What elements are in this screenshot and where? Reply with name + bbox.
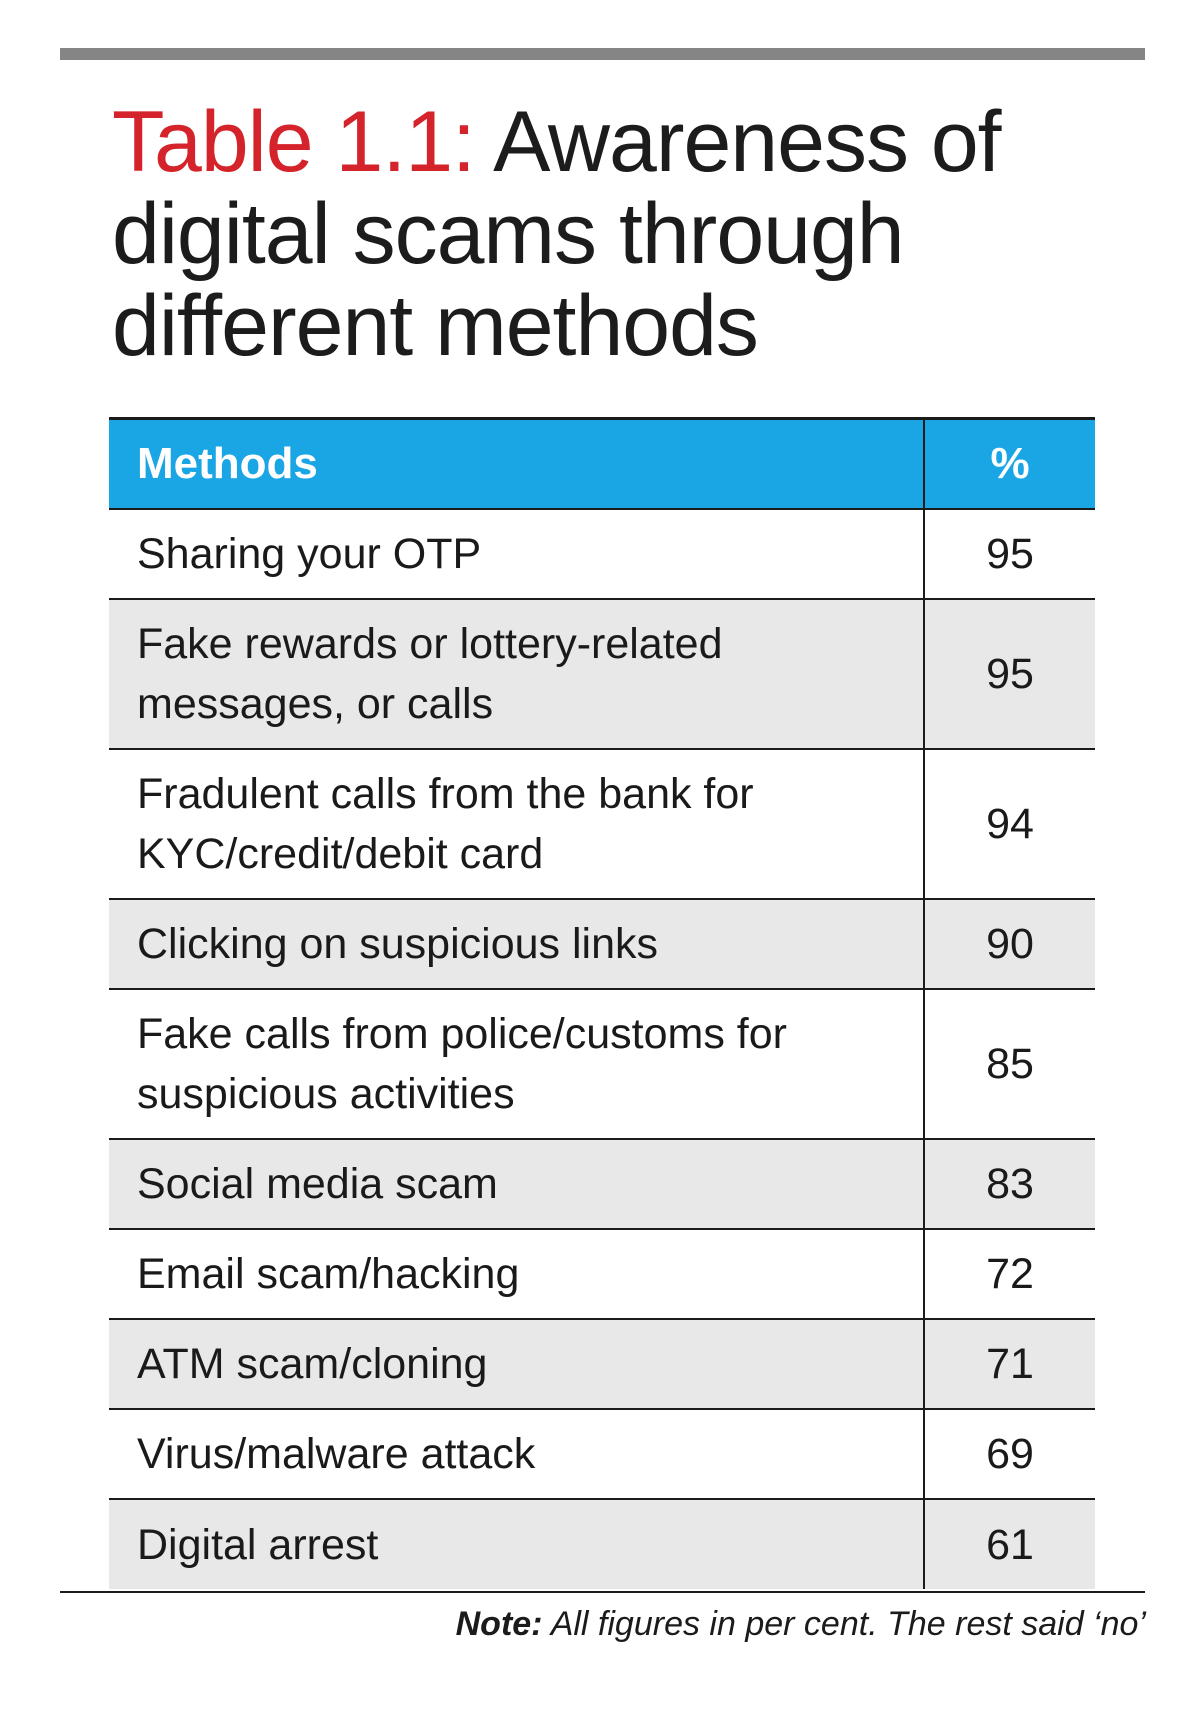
table-row (109, 1499, 1095, 1589)
method-cell (109, 599, 924, 749)
method-cell (109, 509, 924, 599)
title-line-3: different methods (112, 278, 758, 374)
percent-value: 72 (924, 1229, 1095, 1319)
method-cell (109, 1229, 924, 1319)
table-number: Table 1.1: (112, 94, 475, 190)
method-label: KYC/credit/debit card (137, 830, 544, 878)
column-header-percent: % (924, 419, 1095, 510)
percent-value: 90 (924, 899, 1095, 989)
title-line-2: digital scams through (112, 186, 904, 282)
table-row (109, 1409, 1095, 1499)
method-label: Fradulent calls from the bank for (137, 770, 754, 818)
method-label: Sharing your OTP (137, 530, 482, 578)
note-label: Note: (455, 1605, 543, 1643)
table-row (109, 1319, 1095, 1409)
percent-value: 94 (924, 749, 1095, 899)
table-note (456, 1605, 1146, 1644)
method-label: Digital arrest (137, 1520, 379, 1569)
method-label: Email scam/hacking (137, 1250, 520, 1298)
percent-value: 85 (924, 989, 1095, 1139)
table-title (112, 96, 1112, 372)
table-row (109, 899, 1095, 989)
percent-value: 71 (924, 1319, 1095, 1409)
table-body (109, 509, 1095, 1589)
table-row (109, 1229, 1095, 1319)
table-row (109, 1139, 1095, 1229)
bottom-rule (60, 1591, 1145, 1593)
percent-value: 83 (924, 1139, 1095, 1229)
method-label: messages, or calls (137, 680, 494, 728)
method-cell (109, 1139, 924, 1229)
method-cell (109, 1409, 924, 1499)
method-label: Social media scam (137, 1160, 498, 1208)
method-cell (109, 989, 924, 1139)
note-text: All figures in per cent. The rest said ‘no’ (550, 1605, 1146, 1643)
table-row (109, 749, 1095, 899)
method-label: Fake calls from police/customs for (137, 1010, 787, 1058)
table-row (109, 599, 1095, 749)
column-header-methods: Methods (109, 419, 924, 510)
method-label: Fake rewards or lottery-related (137, 620, 723, 668)
title-line-1: Awareness of (493, 94, 1001, 190)
awareness-table (109, 417, 1095, 1589)
method-cell (109, 1319, 924, 1409)
method-label: suspicious activities (137, 1070, 515, 1118)
percent-value: 69 (924, 1409, 1095, 1499)
top-rule (60, 48, 1145, 60)
table-row (109, 989, 1095, 1139)
percent-value: 95 (924, 509, 1095, 599)
method-label: ATM scam/cloning (137, 1340, 488, 1388)
method-cell (109, 749, 924, 899)
table-header-row (109, 419, 1095, 510)
table-row (109, 509, 1095, 599)
percent-value: 61 (924, 1499, 1095, 1589)
percent-value: 95 (924, 599, 1095, 749)
method-cell (109, 899, 924, 989)
method-label: Virus/malware attack (137, 1430, 536, 1478)
method-cell (109, 1499, 924, 1589)
method-label: Clicking on suspicious links (137, 920, 658, 968)
